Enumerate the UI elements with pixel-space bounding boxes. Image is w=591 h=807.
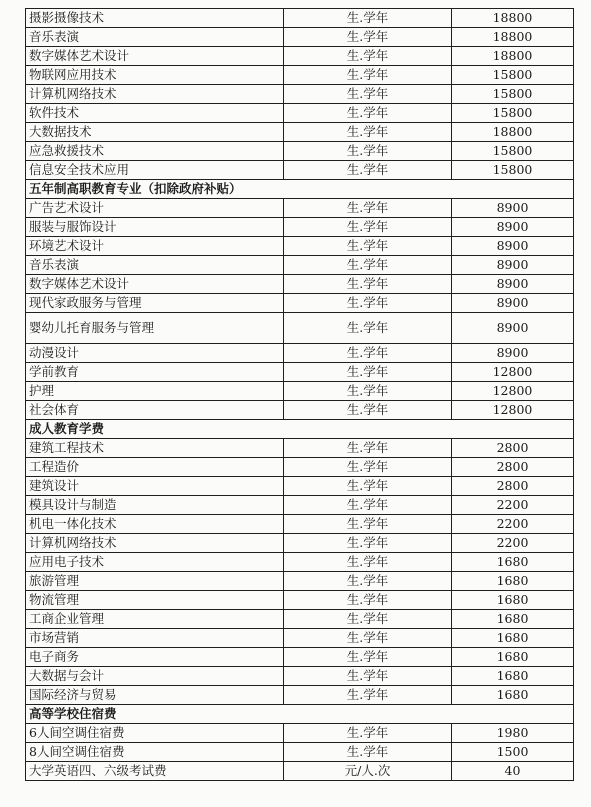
program-name-cell: 工程造价 (26, 458, 284, 477)
unit-cell: 生.学年 (284, 401, 452, 420)
program-name-cell: 应急救援技术 (26, 142, 284, 161)
fee-amount-cell: 8900 (452, 237, 574, 256)
program-name-cell: 建筑工程技术 (26, 439, 284, 458)
table-row (26, 66, 574, 85)
fee-amount-cell: 8900 (452, 313, 574, 344)
unit-cell: 生.学年 (284, 313, 452, 344)
fee-amount-cell: 12800 (452, 363, 574, 382)
program-name-cell: 大数据与会计 (26, 667, 284, 686)
program-name-cell: 国际经济与贸易 (26, 686, 284, 705)
fee-amount-cell: 15800 (452, 66, 574, 85)
unit-cell: 生.学年 (284, 743, 452, 762)
unit-cell: 生.学年 (284, 724, 452, 743)
program-name-cell: 大数据技术 (26, 123, 284, 142)
program-name-cell: 数字媒体艺术设计 (26, 47, 284, 66)
unit-cell: 生.学年 (284, 667, 452, 686)
program-name-cell: 大学英语四、六级考试费 (26, 762, 284, 781)
table-row (26, 724, 574, 743)
fee-amount-cell: 18800 (452, 9, 574, 28)
table-row (26, 477, 574, 496)
program-name-cell: 软件技术 (26, 104, 284, 123)
unit-cell: 生.学年 (284, 610, 452, 629)
table-row (26, 9, 574, 28)
unit-cell: 生.学年 (284, 85, 452, 104)
program-name-cell: 6人间空调住宿费 (26, 724, 284, 743)
unit-cell: 生.学年 (284, 363, 452, 382)
table-row (26, 142, 574, 161)
program-name-cell: 计算机网络技术 (26, 85, 284, 104)
program-name-cell: 数字媒体艺术设计 (26, 275, 284, 294)
unit-cell: 生.学年 (284, 218, 452, 237)
unit-cell: 生.学年 (284, 161, 452, 180)
table-row (26, 572, 574, 591)
fee-amount-cell: 1680 (452, 629, 574, 648)
unit-cell: 生.学年 (284, 47, 452, 66)
fee-amount-cell: 15800 (452, 104, 574, 123)
fee-amount-cell: 2200 (452, 496, 574, 515)
unit-cell: 生.学年 (284, 66, 452, 85)
table-row (26, 256, 574, 275)
unit-cell: 生.学年 (284, 256, 452, 275)
fee-amount-cell: 8900 (452, 275, 574, 294)
table-row (26, 610, 574, 629)
table-row (26, 363, 574, 382)
table-row (26, 218, 574, 237)
fee-amount-cell: 15800 (452, 161, 574, 180)
fee-amount-cell: 15800 (452, 85, 574, 104)
unit-cell: 生.学年 (284, 9, 452, 28)
program-name-cell: 信息安全技术应用 (26, 161, 284, 180)
program-name-cell: 服装与服饰设计 (26, 218, 284, 237)
table-row (26, 237, 574, 256)
table-row (26, 743, 574, 762)
program-name-cell: 工商企业管理 (26, 610, 284, 629)
fee-amount-cell: 18800 (452, 28, 574, 47)
program-name-cell: 计算机网络技术 (26, 534, 284, 553)
unit-cell: 生.学年 (284, 515, 452, 534)
table-row (26, 313, 574, 344)
table-row (26, 161, 574, 180)
unit-cell: 生.学年 (284, 686, 452, 705)
table-row (26, 515, 574, 534)
fee-amount-cell: 1680 (452, 553, 574, 572)
unit-cell: 生.学年 (284, 199, 452, 218)
fee-amount-cell: 12800 (452, 382, 574, 401)
table-row (26, 47, 574, 66)
table-row (26, 294, 574, 313)
unit-cell: 生.学年 (284, 382, 452, 401)
program-name-cell: 学前教育 (26, 363, 284, 382)
table-row (26, 629, 574, 648)
program-name-cell: 环境艺术设计 (26, 237, 284, 256)
fee-amount-cell: 1680 (452, 572, 574, 591)
table-row (26, 439, 574, 458)
fee-amount-cell: 40 (452, 762, 574, 781)
program-name-cell: 电子商务 (26, 648, 284, 667)
table-row (26, 344, 574, 363)
fee-amount-cell: 2800 (452, 477, 574, 496)
program-name-cell: 社会体育 (26, 401, 284, 420)
program-name-cell: 动漫设计 (26, 344, 284, 363)
unit-cell: 生.学年 (284, 629, 452, 648)
program-name-cell: 旅游管理 (26, 572, 284, 591)
unit-cell: 生.学年 (284, 294, 452, 313)
fee-amount-cell: 18800 (452, 123, 574, 142)
program-name-cell: 音乐表演 (26, 256, 284, 275)
fee-amount-cell: 18800 (452, 47, 574, 66)
table-row (26, 553, 574, 572)
fee-amount-cell: 8900 (452, 218, 574, 237)
fee-amount-cell: 1680 (452, 667, 574, 686)
unit-cell: 生.学年 (284, 344, 452, 363)
program-name-cell: 应用电子技术 (26, 553, 284, 572)
table-row (26, 275, 574, 294)
unit-cell: 生.学年 (284, 123, 452, 142)
section-header-row (26, 180, 574, 199)
fee-amount-cell: 1680 (452, 591, 574, 610)
unit-cell: 生.学年 (284, 553, 452, 572)
unit-cell: 生.学年 (284, 496, 452, 515)
fee-amount-cell: 1980 (452, 724, 574, 743)
table-row (26, 591, 574, 610)
table-row (26, 686, 574, 705)
unit-cell: 生.学年 (284, 477, 452, 496)
unit-cell: 生.学年 (284, 142, 452, 161)
section-header-row (26, 420, 574, 439)
unit-cell: 生.学年 (284, 648, 452, 667)
program-name-cell: 物流管理 (26, 591, 284, 610)
section-title: 五年制高职教育专业（扣除政府补贴） (26, 180, 574, 199)
table-row (26, 496, 574, 515)
section-title: 成人教育学费 (26, 420, 574, 439)
program-name-cell: 建筑设计 (26, 477, 284, 496)
unit-cell: 生.学年 (284, 439, 452, 458)
fee-amount-cell: 2800 (452, 439, 574, 458)
fee-amount-cell: 15800 (452, 142, 574, 161)
table-row (26, 667, 574, 686)
program-name-cell: 音乐表演 (26, 28, 284, 47)
program-name-cell: 模具设计与制造 (26, 496, 284, 515)
fee-amount-cell: 12800 (452, 401, 574, 420)
table-row (26, 401, 574, 420)
unit-cell: 生.学年 (284, 275, 452, 294)
program-name-cell: 市场营销 (26, 629, 284, 648)
table-row (26, 104, 574, 123)
fee-amount-cell: 1680 (452, 648, 574, 667)
program-name-cell: 广告艺术设计 (26, 199, 284, 218)
fee-amount-cell: 8900 (452, 344, 574, 363)
program-name-cell: 8人间空调住宿费 (26, 743, 284, 762)
program-name-cell: 物联网应用技术 (26, 66, 284, 85)
program-name-cell: 护理 (26, 382, 284, 401)
unit-cell: 生.学年 (284, 534, 452, 553)
section-header-row (26, 705, 574, 724)
unit-cell: 生.学年 (284, 572, 452, 591)
program-name-cell: 现代家政服务与管理 (26, 294, 284, 313)
unit-cell: 生.学年 (284, 458, 452, 477)
fee-amount-cell: 1500 (452, 743, 574, 762)
program-name-cell: 婴幼儿托育服务与管理 (26, 313, 284, 344)
program-name-cell: 机电一体化技术 (26, 515, 284, 534)
fee-amount-cell: 8900 (452, 294, 574, 313)
fee-amount-cell: 2800 (452, 458, 574, 477)
unit-cell: 元/人.次 (284, 762, 452, 781)
program-name-cell: 摄影摄像技术 (26, 9, 284, 28)
table-row (26, 123, 574, 142)
fee-amount-cell: 1680 (452, 610, 574, 629)
fee-amount-cell: 2200 (452, 534, 574, 553)
fee-amount-cell: 1680 (452, 686, 574, 705)
unit-cell: 生.学年 (284, 237, 452, 256)
fee-amount-cell: 2200 (452, 515, 574, 534)
fee-amount-cell: 8900 (452, 256, 574, 275)
fee-table (25, 8, 574, 781)
fee-amount-cell: 8900 (452, 199, 574, 218)
table-row (26, 534, 574, 553)
unit-cell: 生.学年 (284, 104, 452, 123)
fee-table-body (26, 9, 574, 781)
unit-cell: 生.学年 (284, 591, 452, 610)
table-row (26, 458, 574, 477)
unit-cell: 生.学年 (284, 28, 452, 47)
table-row (26, 199, 574, 218)
section-title: 高等学校住宿费 (26, 705, 574, 724)
table-row (26, 648, 574, 667)
table-row (26, 382, 574, 401)
table-row (26, 762, 574, 781)
table-row (26, 28, 574, 47)
table-row (26, 85, 574, 104)
